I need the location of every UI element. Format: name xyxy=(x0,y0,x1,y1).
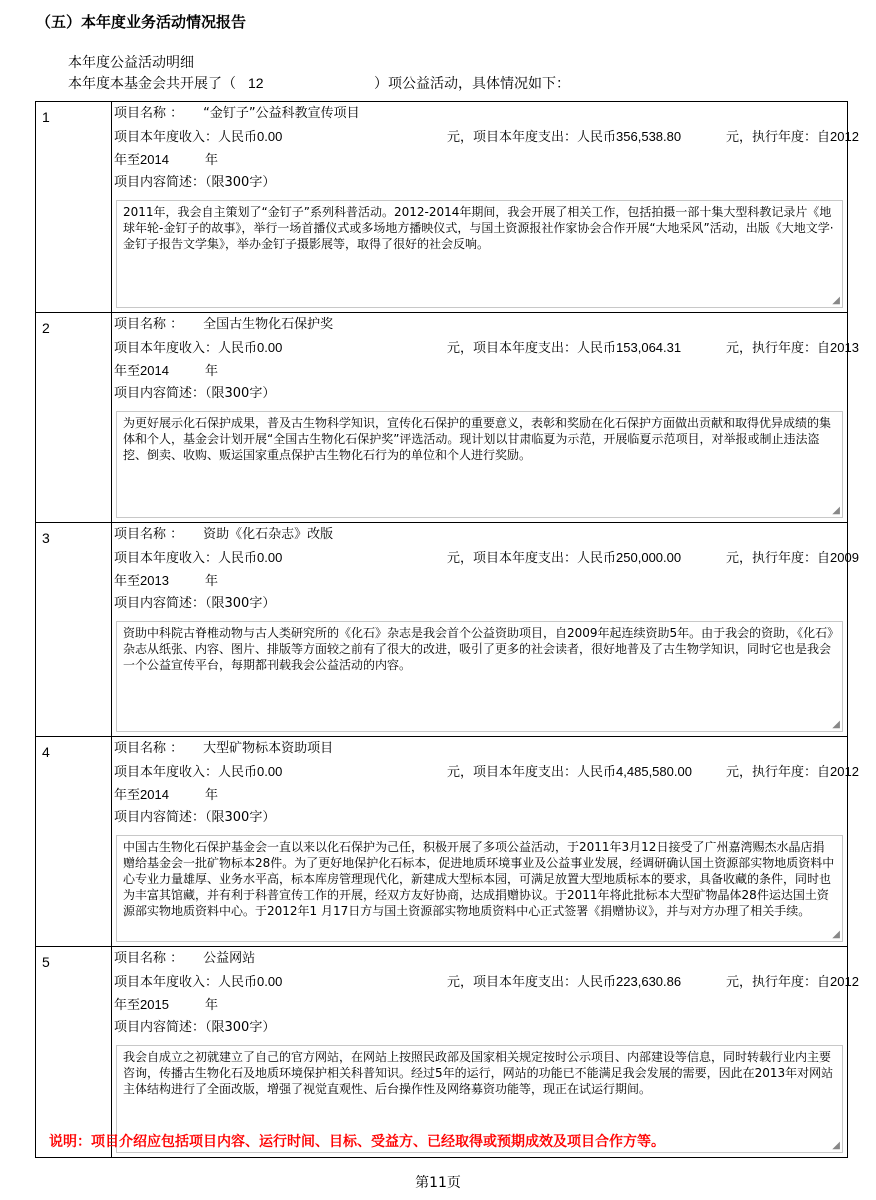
project-number: 2 xyxy=(36,313,112,523)
year-to-label: 年至 xyxy=(114,364,141,379)
year-start-label: 元，执行年度：自 xyxy=(726,551,831,566)
year-to-value: 2014 xyxy=(140,787,169,802)
project-name: 大型矿物标本资助项目 xyxy=(203,741,334,756)
income-value: 0.00 xyxy=(257,764,283,779)
project-detail xyxy=(112,947,859,1158)
year-to-label: 年至 xyxy=(114,788,141,803)
income-value: 0.00 xyxy=(257,974,283,989)
project-number: 4 xyxy=(36,737,112,947)
expense-value: 250,000.00 xyxy=(616,550,682,565)
expense-value: 356,538.80 xyxy=(616,129,682,144)
project-name: 资助《化石杂志》改版 xyxy=(203,527,334,542)
income-label: 项目本年度收入：人民币 xyxy=(114,975,258,990)
project-number: 3 xyxy=(36,523,112,737)
resize-grip-icon[interactable]: ◢ xyxy=(832,1140,840,1151)
project-name: “金钉子”公益科教宣传项目 xyxy=(203,106,360,121)
year-from-value: 2013 xyxy=(830,340,859,355)
year-unit-label: 年 xyxy=(205,788,219,803)
name-label: 项目名称 ： xyxy=(114,741,184,756)
description-text: 中国古生物化石保护基金会一直以来以化石保护为己任，积极开展了多项公益活动，于2011年3月12日接受了广州嘉湾赐杰水晶店捐赠给基金会一批矿物标本28件。为了更好地保护化石标本，促进地质环境事业及公益事业发展，经调研确认国土资源部实物地质资料中心专业力量雄厚、业务水平高，标本库房管理现代化，新建成大型标本园，可满足放置大型地质标本的要求，具备收藏的条件，同时也为丰富其馆藏，并有利于科普宣传工作的开展，经双方友好协商，达成捐赠协议。于2011年将此批标本大型矿物晶体28件运达国土资源部实物地质资料中心。于2012年1 月17日方与国土资源部实物地质资料中心正式签署《捐赠协议》，并与对方办理了相关手续。 xyxy=(123,840,835,918)
project-row xyxy=(36,737,848,947)
expense-label: 元，项目本年度支出：人民币 xyxy=(447,551,617,566)
name-label: 项目名称 ： xyxy=(114,527,184,542)
description-textarea[interactable] xyxy=(116,835,843,942)
year-to-value: 2013 xyxy=(140,573,169,588)
expense-value: 223,630.86 xyxy=(616,974,682,989)
year-unit-label: 年 xyxy=(205,574,219,589)
resize-grip-icon[interactable]: ◢ xyxy=(832,295,840,306)
year-from-value: 2012 xyxy=(830,974,859,989)
income-value: 0.00 xyxy=(257,340,283,355)
project-name: 全国古生物化石保护奖 xyxy=(203,317,334,332)
project-detail xyxy=(112,102,859,313)
income-label: 项目本年度收入：人民币 xyxy=(114,130,258,145)
year-unit-label: 年 xyxy=(205,998,219,1013)
project-number: 5 xyxy=(36,947,112,1158)
description-textarea[interactable] xyxy=(116,621,843,732)
project-row xyxy=(36,947,848,1158)
projects-table xyxy=(35,101,859,1158)
name-label: 项目名称 ： xyxy=(114,106,184,121)
subheading: 本年度公益活动明细 xyxy=(68,55,194,71)
resize-grip-icon[interactable]: ◢ xyxy=(832,505,840,516)
summary-suffix: ）项公益活动，具体情况如下： xyxy=(374,76,570,92)
name-label: 项目名称 ： xyxy=(114,951,184,966)
section-heading: （五）本年度业务活动情况报告 xyxy=(36,13,247,31)
expense-label: 元，项目本年度支出：人民币 xyxy=(447,765,617,780)
project-detail xyxy=(112,313,859,523)
year-to-label: 年至 xyxy=(114,998,141,1013)
year-from-value: 2012 xyxy=(830,129,859,144)
income-label: 项目本年度收入：人民币 xyxy=(114,551,258,566)
description-label: 项目内容简述：（限300字） xyxy=(114,596,276,611)
project-detail xyxy=(112,523,859,737)
year-to-value: 2015 xyxy=(140,997,169,1012)
year-to-value: 2014 xyxy=(140,152,169,167)
description-text: 为更好展示化石保护成果，普及古生物科学知识，宣传化石保护的重要意义，表彰和奖励在化石保护方面做出贡献和取得优异成绩的集体和个人，基金会计划开展“全国古生物化石保护奖”评选活动。现计划以甘肃临夏为示范，开展临夏示范项目，对举报或制止违法盗挖、倒卖、收购、贩运国家重点保护古生物化石行为的单位和个人进行奖励。 xyxy=(123,416,832,462)
year-start-label: 元，执行年度：自 xyxy=(726,130,831,145)
description-textarea[interactable] xyxy=(116,200,843,308)
project-detail xyxy=(112,737,859,947)
expense-value: 153,064.31 xyxy=(616,340,682,355)
year-start-label: 元，执行年度：自 xyxy=(726,765,831,780)
year-from-value: 2009 xyxy=(830,550,859,565)
year-start-label: 元，执行年度：自 xyxy=(726,975,831,990)
description-textarea[interactable] xyxy=(116,411,843,518)
year-to-label: 年至 xyxy=(114,153,141,168)
income-value: 0.00 xyxy=(257,550,283,565)
description-label: 项目内容简述：（限300字） xyxy=(114,1020,276,1035)
description-text: 2011年，我会自主策划了“金钉子”系列科普活动。2012-2014年期间，我会开展了相关工作，包括拍摄一部十集大型科教记录片《地球年轮-金钉子的故事》，举行一场首播仪式或多场地方播映仪式，与国土资源报社作家协会合作开展“大地采风”活动，出版《大地文学·金钉子报告文学集》，举办金钉子摄影展等，取得了很好的社会反响。 xyxy=(123,205,834,251)
expense-label: 元，项目本年度支出：人民币 xyxy=(447,130,617,145)
income-label: 项目本年度收入：人民币 xyxy=(114,765,258,780)
instruction-note: 说明：项目介绍应包括项目内容、运行时间、目标、受益方、已经取得或预期成效及项目合作方等。 xyxy=(49,1134,665,1150)
description-text: 资助中科院古脊椎动物与古人类研究所的《化石》杂志是我会首个公益资助项目，自2009年起连续资助5年。由于我会的资助，《化石》杂志从纸张、内容、图片、排版等方面较之前有了很大的改进，吸引了更多的社会读者，很好地普及了古生物学知识，同时它也是我会一个公益宣传平台，每期都刊载我会公益活动的内容。 xyxy=(123,626,834,672)
resize-grip-icon[interactable]: ◢ xyxy=(832,719,840,730)
income-value: 0.00 xyxy=(257,129,283,144)
description-label: 项目内容简述：（限300字） xyxy=(114,175,276,190)
year-unit-label: 年 xyxy=(205,364,219,379)
activity-count: 12 xyxy=(248,75,264,91)
resize-grip-icon[interactable]: ◢ xyxy=(832,929,840,940)
description-text: 我会自成立之初就建立了自己的官方网站，在网站上按照民政部及国家相关规定按时公示项目、内部建设等信息，同时转载行业内主要咨询，传播古生物化石及地质环境保护相关科普知识。经过5年的运行，网站的功能已不能满足我会发展的需要，因此在2013年对网站主体结构进行了全面改版，增强了视觉直观性、后台操作性及网络募资功能等，现正在试运行期间。 xyxy=(123,1050,834,1096)
project-number: 1 xyxy=(36,102,112,313)
year-to-label: 年至 xyxy=(114,574,141,589)
page-number: 第11页 xyxy=(415,1175,461,1191)
income-label: 项目本年度收入：人民币 xyxy=(114,341,258,356)
year-from-value: 2012 xyxy=(830,764,859,779)
project-name: 公益网站 xyxy=(203,951,256,966)
expense-label: 元，项目本年度支出：人民币 xyxy=(447,341,617,356)
activity-summary xyxy=(68,73,570,93)
project-row xyxy=(36,523,848,737)
project-row xyxy=(36,102,848,313)
expense-label: 元，项目本年度支出：人民币 xyxy=(447,975,617,990)
year-unit-label: 年 xyxy=(205,153,219,168)
year-start-label: 元，执行年度：自 xyxy=(726,341,831,356)
summary-prefix: 本年度本基金会共开展了（ xyxy=(68,76,236,92)
year-to-value: 2014 xyxy=(140,363,169,378)
project-row xyxy=(36,313,848,523)
description-label: 项目内容简述：（限300字） xyxy=(114,386,276,401)
name-label: 项目名称 ： xyxy=(114,317,184,332)
expense-value: 4,485,580.00 xyxy=(616,764,692,779)
description-label: 项目内容简述：（限300字） xyxy=(114,810,276,825)
